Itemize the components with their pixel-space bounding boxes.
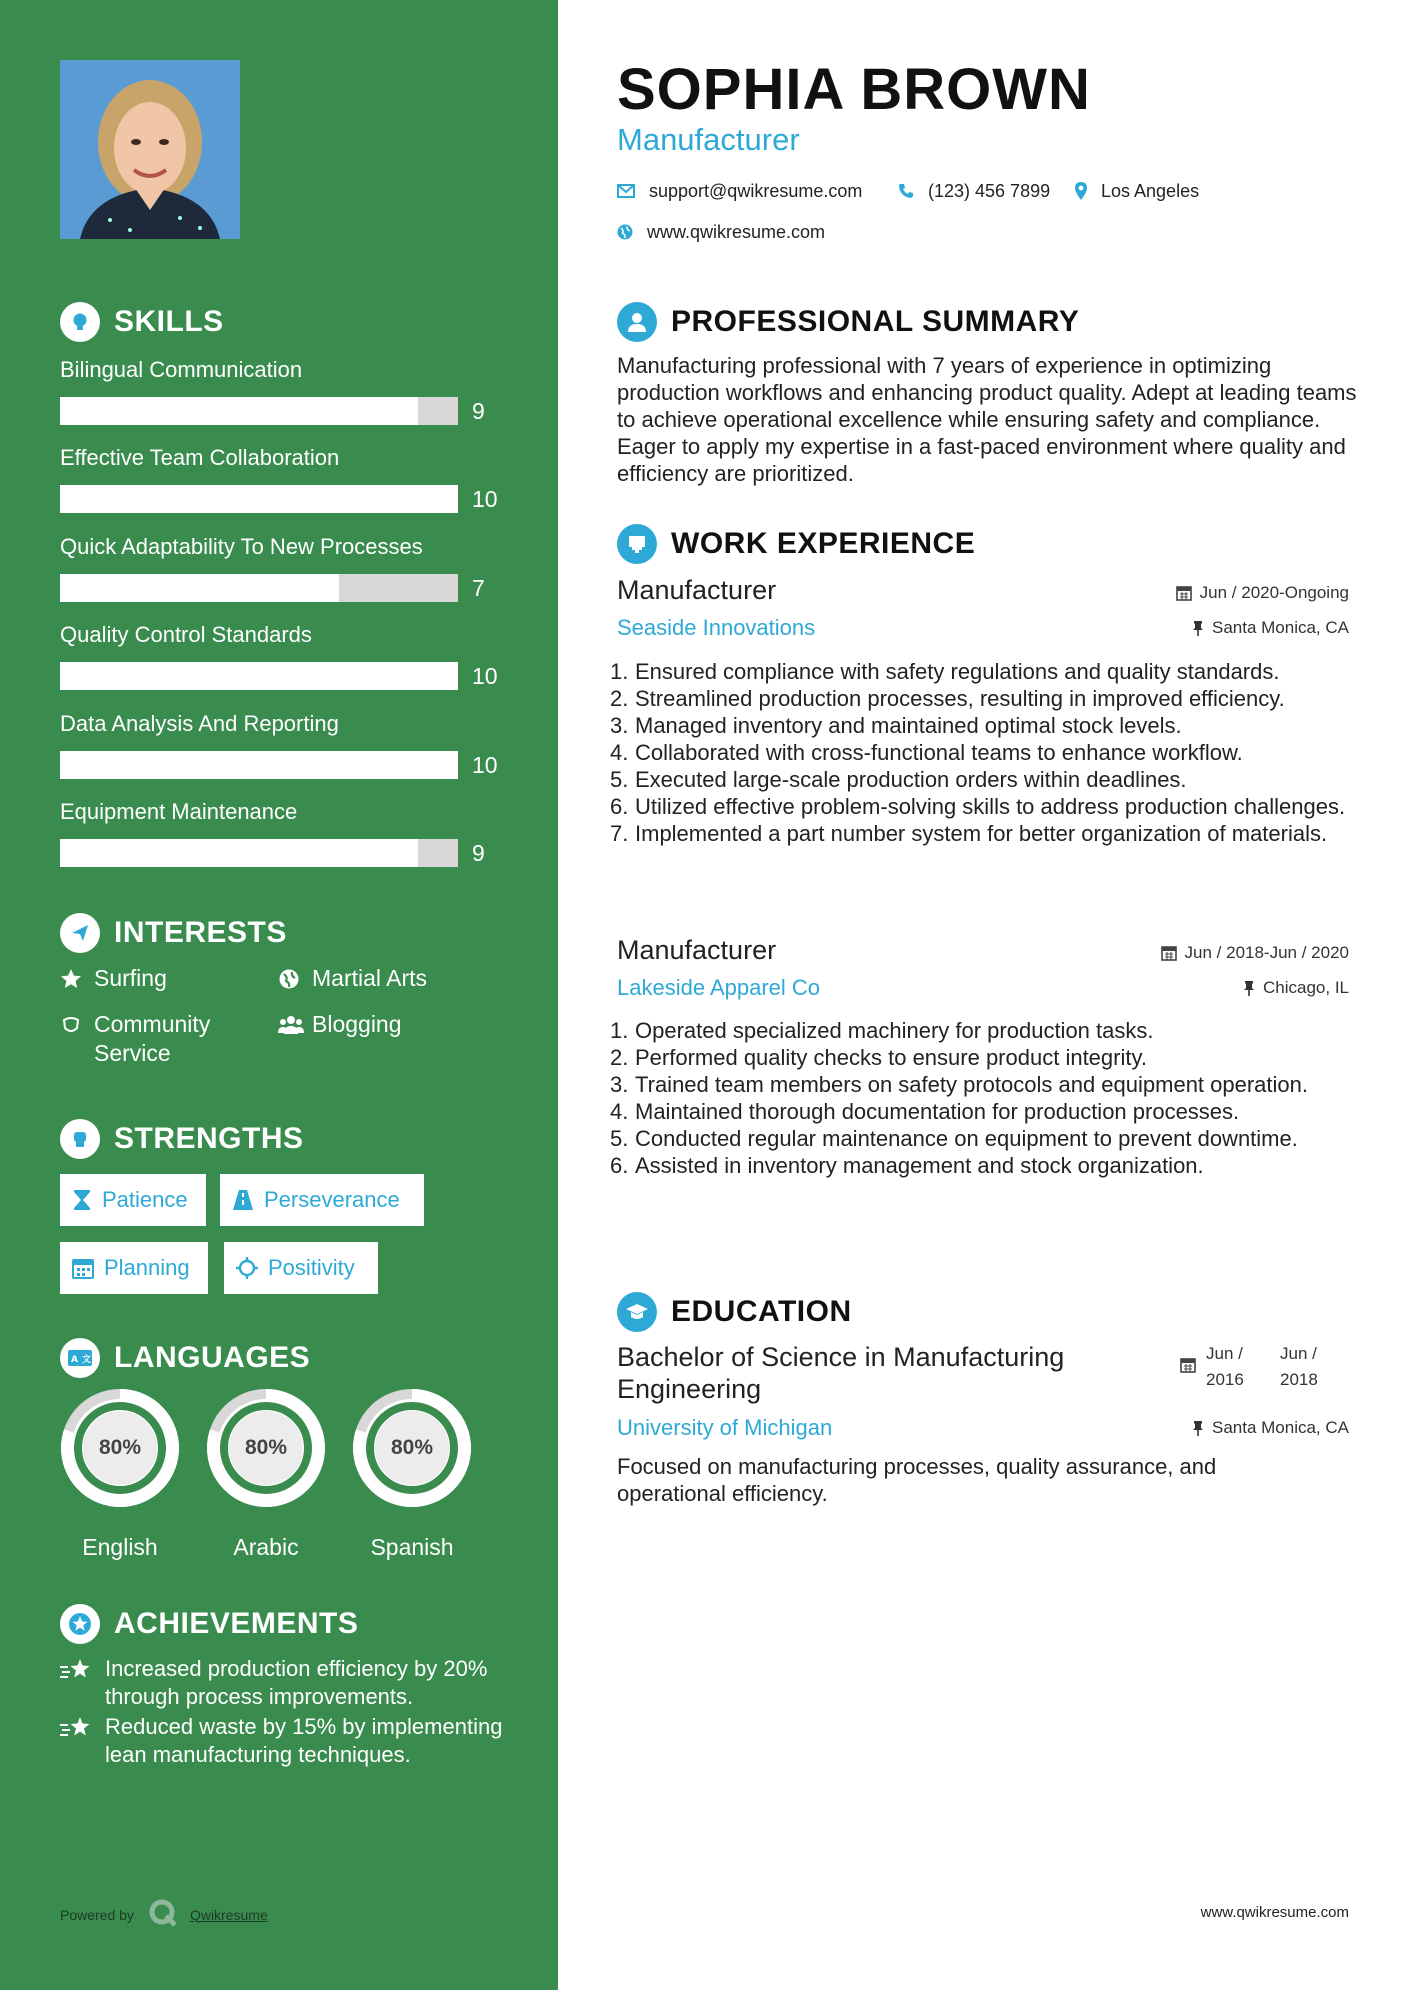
globe-icon [617, 224, 633, 240]
education-end-year: 2018 [1280, 1370, 1318, 1389]
experience-heading [617, 524, 975, 564]
achievement-item [60, 1713, 520, 1769]
interest-item [60, 964, 167, 993]
job-bullet [610, 712, 1355, 739]
interest-label: Blogging [312, 1011, 402, 1037]
skill-name: Quality Control Standards [60, 622, 312, 648]
job-bullet [610, 766, 1355, 793]
job-dates [1176, 582, 1349, 604]
candidate-name: SOPHIA BROWN [617, 57, 1091, 122]
education-heading [617, 1292, 852, 1332]
job-bullet [610, 820, 1355, 847]
svg-text:A: A [71, 1355, 78, 1365]
interest-label: Community Service [94, 1011, 211, 1066]
skills-heading [60, 302, 224, 342]
job-bullet [610, 1152, 1355, 1179]
bullet-text: Operated specialized machinery for production tasks. [635, 1018, 1154, 1043]
pushpin-icon [1192, 620, 1204, 636]
skill-value: 7 [472, 574, 485, 601]
skill-item [60, 709, 500, 778]
bullet-number: 2. [610, 686, 629, 711]
job-dates-text: Jun / 2020-Ongoing [1199, 583, 1349, 602]
graduation-cap-icon [617, 1292, 657, 1332]
interests-title: INTERESTS [114, 916, 287, 949]
languages-title: LANGUAGES [114, 1341, 311, 1374]
bullet-text: Implemented a part number system for better organization of materials. [635, 821, 1328, 846]
strength-label: Patience [102, 1187, 188, 1212]
skill-name: Quick Adaptability To New Processes [60, 533, 423, 559]
school-name: University of Michigan [617, 1415, 833, 1440]
job-bullets [610, 1017, 1355, 1179]
summary-heading [617, 302, 1079, 342]
language-item [204, 1386, 328, 1561]
education-location-text: Santa Monica, CA [1211, 1418, 1349, 1437]
language-ring [204, 1386, 328, 1510]
award-star-icon [60, 1604, 100, 1644]
profile-photo [60, 60, 240, 239]
strength-label: Planning [104, 1255, 190, 1280]
strengths-title: STRENGTHS [114, 1122, 304, 1155]
star-icon [60, 964, 86, 993]
strengths-heading [60, 1119, 304, 1159]
bullet-number: 5. [610, 1126, 629, 1151]
education-end [1280, 1341, 1354, 1393]
user-icon [617, 302, 657, 342]
language-name: English [82, 1534, 158, 1560]
bullet-text: Trained team members on safety protocols and equipment operation. [635, 1072, 1308, 1097]
language-name: Arabic [233, 1534, 299, 1560]
skill-bar-fill [60, 839, 418, 867]
language-ring [58, 1386, 182, 1510]
skill-name: Data Analysis And Reporting [60, 710, 339, 736]
skill-value: 9 [472, 840, 485, 866]
job-location-text: Santa Monica, CA [1211, 618, 1349, 637]
bullet-text: Utilized effective problem-solving skills to address production challenges. [635, 794, 1346, 819]
achievement-item [60, 1655, 520, 1711]
language-percent: 80% [390, 1436, 434, 1459]
skill-item [60, 355, 500, 424]
job-title: Manufacturer [617, 935, 777, 965]
calendar-icon [1161, 945, 1177, 961]
education-start-month: Jun / [1206, 1344, 1243, 1363]
road-icon [232, 1190, 254, 1210]
summary-text: Manufacturing professional with 7 years of experience in optimizing production workflows and enhancing product quality. Adept at leading teams to achieve operational excellence while ensuring safety and compliance. Eager to apply my expertise in a fast-paced environment where quality and efficiency are prioritized. [617, 353, 1357, 486]
sun-icon [236, 1257, 258, 1279]
contact-email-text: support@qwikresume.com [649, 180, 863, 201]
bullet-text: Managed inventory and maintained optimal stock levels. [635, 713, 1182, 738]
contact-phone[interactable] [898, 179, 1050, 203]
job-location [1192, 617, 1349, 639]
skill-bar-fill [60, 574, 339, 602]
calendar-icon [72, 1257, 94, 1279]
sidebar [0, 0, 558, 1990]
bullet-number: 6. [610, 794, 629, 819]
qwikresume-link[interactable]: Qwikresume [189, 1906, 268, 1923]
job-bullet [610, 1071, 1355, 1098]
bullet-number: 5. [610, 767, 629, 792]
interest-item [278, 964, 427, 993]
job-company: Seaside Innovations [617, 615, 816, 640]
hand-heart-icon [60, 1010, 86, 1039]
degree-title: Bachelor of Science in Manufacturing Engineering [617, 1342, 1065, 1404]
job-bullet [610, 793, 1355, 820]
skill-bar-fill [60, 662, 458, 690]
contact-website-text: www.qwikresume.com [647, 221, 826, 242]
job-title: Manufacturer [617, 575, 777, 605]
svg-text:文: 文 [82, 1355, 92, 1365]
bullet-text: Collaborated with cross-functional teams to enhance workflow. [635, 740, 1243, 765]
skill-item [60, 797, 500, 866]
bullet-number: 4. [610, 1099, 629, 1124]
bullet-text: Executed large-scale production orders within deadlines. [635, 767, 1187, 792]
interest-label: Surfing [94, 965, 167, 991]
language-ring [350, 1386, 474, 1510]
interest-item [278, 1010, 402, 1039]
strength-badge [220, 1174, 424, 1226]
job-location-text: Chicago, IL [1263, 978, 1349, 997]
paper-plane-icon [60, 913, 100, 953]
candidate-role: Manufacturer [617, 122, 800, 157]
job-bullet [610, 658, 1355, 685]
language-name: Spanish [370, 1534, 454, 1560]
bullet-number: 3. [610, 713, 629, 738]
language-item [58, 1386, 182, 1561]
powered-by-label: Powered by [60, 1906, 134, 1923]
contact-phone-text: (123) 456 7899 [928, 180, 1051, 201]
interest-item [60, 1010, 270, 1068]
skill-item [60, 620, 500, 690]
pushpin-icon [1192, 1420, 1204, 1436]
interest-label: Martial Arts [312, 965, 428, 991]
contact-location [1075, 179, 1199, 203]
map-pin-icon [1075, 182, 1087, 200]
achievement-text: Increased production efficiency by 20% through process improvements. [105, 1656, 488, 1709]
skill-value: 9 [472, 398, 485, 424]
education-start-year: 2016 [1206, 1370, 1244, 1389]
job-bullet [610, 1044, 1355, 1071]
bullet-text: Streamlined production processes, resulting in improved efficiency. [635, 686, 1285, 711]
strength-label: Perseverance [264, 1187, 400, 1212]
contact-website[interactable] [617, 220, 825, 244]
job-location [1243, 977, 1349, 999]
education-title: EDUCATION [671, 1295, 852, 1328]
education-dates [1180, 1341, 1354, 1393]
qwikresume-logo-icon [148, 1898, 178, 1931]
bullet-number: 2. [610, 1045, 629, 1070]
skill-bar [60, 574, 458, 602]
job-bullet [610, 1017, 1355, 1044]
fist-icon [60, 1119, 100, 1159]
pushpin-icon [1243, 980, 1255, 996]
bullet-number: 3. [610, 1072, 629, 1097]
skill-bar-fill [60, 397, 418, 425]
bullet-number: 1. [610, 659, 629, 684]
skill-item [60, 532, 500, 601]
skill-bar-fill [60, 751, 458, 779]
skill-bar [60, 751, 458, 779]
job-bullet [610, 685, 1355, 712]
skill-value: 10 [472, 663, 498, 690]
skill-name: Effective Team Collaboration [60, 445, 340, 471]
shooting-star-icon [60, 1655, 96, 1690]
skill-bar [60, 485, 458, 513]
powered-by [60, 1898, 268, 1931]
skill-bar [60, 662, 458, 690]
bullet-number: 1. [610, 1018, 629, 1043]
strength-label: Positivity [268, 1255, 355, 1280]
phone-icon [898, 183, 914, 199]
language-percent: 80% [244, 1436, 288, 1459]
achievements-title: ACHIEVEMENTS [114, 1607, 359, 1640]
job-bullet [610, 1098, 1355, 1125]
experience-title: WORK EXPERIENCE [671, 527, 976, 560]
contact-location-text: Los Angeles [1101, 180, 1200, 201]
skill-name: Bilingual Communication [60, 357, 303, 382]
job-bullets [610, 658, 1355, 847]
bullet-text: Ensured compliance with safety regulations and quality standards. [635, 659, 1280, 684]
skill-bar [60, 397, 458, 425]
education-location [1192, 1417, 1349, 1439]
job-dates-text: Jun / 2018-Jun / 2020 [1184, 943, 1349, 962]
skill-bar-fill [60, 485, 458, 513]
summary-title: PROFESSIONAL SUMMARY [671, 305, 1080, 338]
language-item [350, 1386, 474, 1561]
skill-value: 10 [472, 486, 498, 513]
globe-icon [278, 964, 304, 993]
languages-heading [60, 1338, 310, 1378]
lightbulb-icon [60, 302, 100, 342]
footer-website[interactable]: www.qwikresume.com [1200, 1904, 1349, 1921]
skills-title: SKILLS [114, 305, 224, 338]
bullet-number: 7. [610, 821, 629, 846]
envelope-icon [617, 184, 635, 198]
education-start [1206, 1341, 1280, 1393]
job-bullet [610, 739, 1355, 766]
bullet-number: 6. [610, 1153, 629, 1178]
skill-bar [60, 839, 458, 867]
language-icon [60, 1338, 100, 1378]
achievements-heading [60, 1604, 358, 1644]
calendar-icon [1180, 1341, 1206, 1393]
skill-value: 10 [472, 751, 498, 778]
job-company: Lakeside Apparel Co [617, 975, 821, 1000]
education-end-month: Jun / [1280, 1344, 1317, 1363]
language-percent: 80% [98, 1436, 142, 1459]
strength-badge [60, 1242, 208, 1294]
hourglass-icon [72, 1189, 92, 1211]
skill-item [60, 443, 500, 513]
job-dates [1161, 942, 1349, 964]
job-bullet [610, 1125, 1355, 1152]
shooting-star-icon [60, 1713, 96, 1748]
bullet-number: 4. [610, 740, 629, 765]
interests-heading [60, 913, 287, 953]
strength-badge [60, 1174, 206, 1226]
bullet-text: Performed quality checks to ensure product integrity. [635, 1045, 1147, 1070]
skill-name: Equipment Maintenance [60, 799, 298, 824]
strength-badge [224, 1242, 378, 1294]
achievement-text: Reduced waste by 15% by implementing lean manufacturing techniques. [105, 1714, 503, 1767]
briefcase-icon [617, 524, 657, 564]
users-icon [278, 1010, 304, 1039]
education-description: Focused on manufacturing processes, quality assurance, and operational efficiency. [617, 1454, 1217, 1506]
bullet-text: Maintained thorough documentation for production processes. [635, 1099, 1240, 1124]
calendar-icon [1176, 585, 1192, 601]
bullet-text: Assisted in inventory management and stock organization. [635, 1153, 1204, 1178]
contact-email[interactable] [617, 179, 862, 203]
bullet-text: Conducted regular maintenance on equipment to prevent downtime. [635, 1126, 1298, 1151]
